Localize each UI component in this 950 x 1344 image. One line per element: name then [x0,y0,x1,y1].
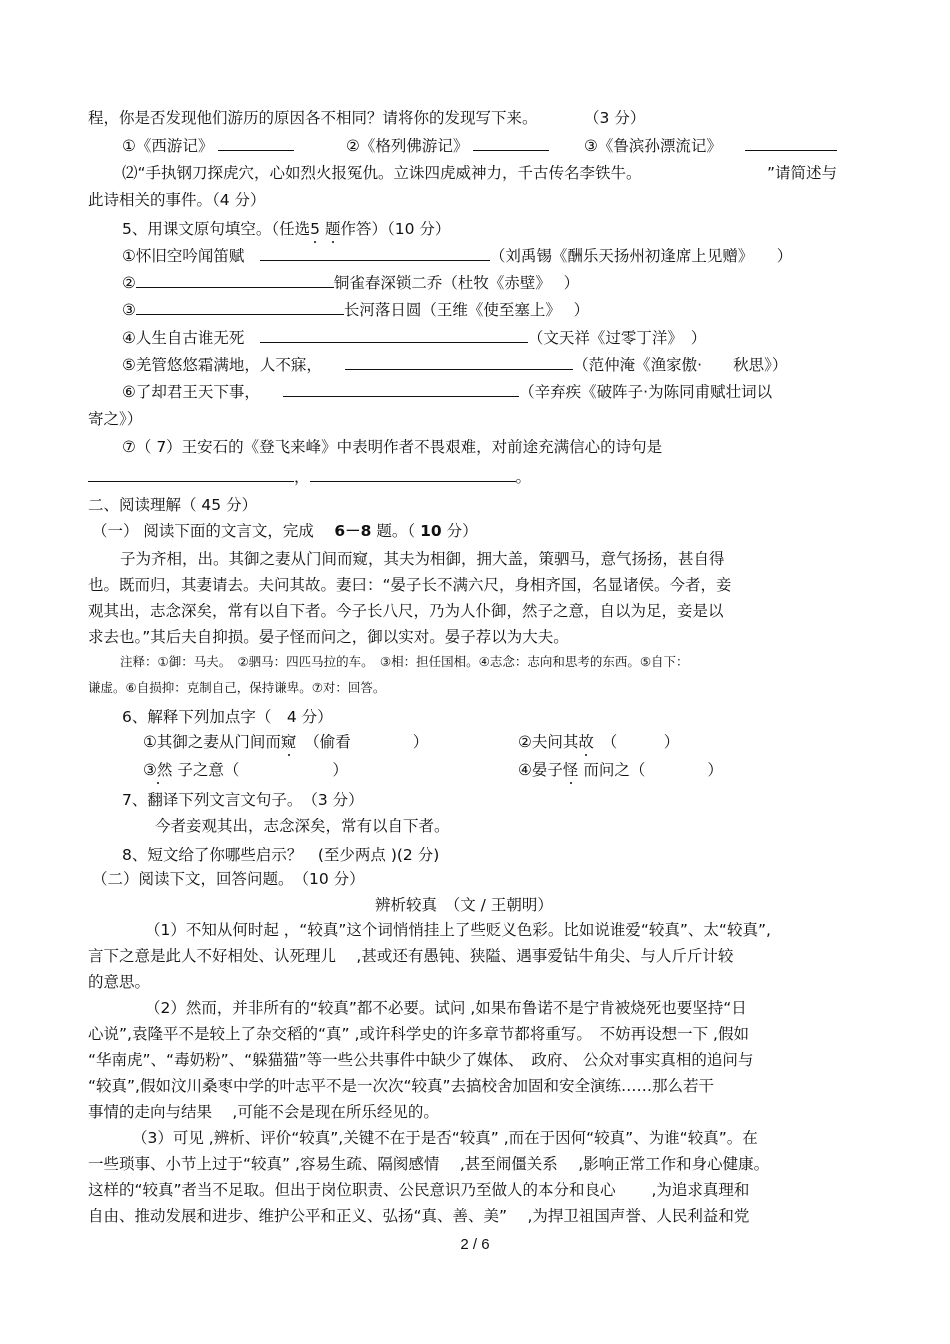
q6-item-1-answer[interactable]: （偷看 ） [311,733,429,751]
passage-line-4: 求去也。”其后夫自抑损。晏子怪而问之，御以实对。晏子荐以为大夫。 [88,628,569,646]
notes-line-1: 注释：①御：马夫。 ②驷马：四匹马拉的车。 ③相：担任国相。④志念：志向和思考的东西。⑤自下： [120,654,689,669]
q7-sentence: 今者妾观其出，志念深矣，常有以自下者。 [155,817,450,835]
part-1-title [92,521,478,541]
q4-book2-line [346,136,549,156]
p3-line-1: （3）可见 ,辨析、评价“较真”,关键不在于是否“较真” ,而在于因何“较真”、为谁“较真”。在 [132,1129,758,1147]
q5-item-5-text: ⑤羌管悠悠霜满地，人不寐， [122,356,315,374]
q6-item-4-pre: ④晏子 [518,761,563,779]
q4-poem-c: 此诗相关的事件。（4 分） [88,191,266,209]
q5-item-6-source: （辛弃疾《破阵子·为陈同甫赋壮词以 [519,383,773,401]
q5-item-3-num: ③ [122,301,136,319]
q5-item-1-close: ） [776,247,793,265]
q6-item-4 [518,760,723,780]
q4-poem-line-end [767,163,837,183]
q5-item-4-text: ④人生自古谁无死 [122,329,245,347]
q7-title: 7、翻译下列文言文句子。 （3 分） [122,791,364,809]
q5-title-dotted-5: 5 [310,220,320,238]
q5-item-2-num: ② [122,274,136,292]
q6-item-2 [518,732,679,752]
q4-intro-text: 程，你是否发现他们游历的原因各不相同？请将你的发现写下来。 [88,109,530,127]
section-2-title: 二、阅读理解（ 45 分） [88,496,258,514]
q6-item-1 [143,732,428,752]
q6-item-4-answer[interactable]: 而问之（ ） [583,761,723,779]
q4-intro-score: （3 分） [591,109,646,127]
q5-item-4-close: ） [690,329,707,347]
p2-line-2: 心说”,袁隆平不是较上了杂交稻的“真” ,或许科学史的许多章节都将重写。 不妨再设想一下 ,假如 [88,1025,749,1043]
book-1-blank[interactable] [218,136,294,151]
q5-item-7-comma: ， [294,468,310,486]
q5-item-5 [122,355,787,375]
q5-item-1 [122,246,792,266]
q6-item-3-answer[interactable]: 子之意（ ） [177,761,348,779]
p1-line-2: 言下之意是此人不好相处、认死理儿 ,甚或还有愚钝、狭隘、遇事爱钻牛角尖、与人斤斤计较 [88,947,734,965]
q5-item-7 [122,437,662,457]
p2-line-4: “较真”,假如汶川桑枣中学的叶志平不是一次次“较真”去搞校舍加固和安全演练……那么若干 [88,1077,715,1095]
part-1-title-score: 10 [420,522,442,540]
q5-item-5-source: （范仲淹《渔家傲· [573,356,703,374]
passage-line-3: 观其出，志念深矣，常有以自下者。今子长八尺，乃为人仆御，然子之意，自以为足，妾是以 [88,602,724,620]
q4-poem-line [122,163,642,183]
book-3-label: ③《鲁滨孙漂流记》 [584,137,715,155]
book-3-blank[interactable] [745,136,837,151]
q5-item-6-blank[interactable] [283,382,519,397]
q5-item-3-source: 长河落日圆（王维《使至塞上》 [343,301,554,319]
part-1-title-range: 6－8 [334,522,372,540]
q5-item-4 [122,328,706,348]
q5-title-d: 作答）（10 分） [340,220,451,238]
q5-title-dotted-ti: 题 [324,220,341,238]
q5-item-7-text: ⑦（ 7）王安石的《登飞来峰》中表明作者不畏艰难，对前途充满信心的诗句是 [122,438,663,456]
q5-item-2-source: 铜雀春深锁二乔（杜牧《赤壁》 [333,274,544,292]
q5-title [122,219,450,239]
q5-item-7-blank-1[interactable] [88,467,294,482]
q6-item-2-pre: ②夫问其 [518,733,579,751]
q4-poem-line-2 [88,190,266,210]
q5-item-6 [122,382,772,402]
q6-item-3-dotted-char: ③然 [143,761,173,779]
part-1-title-a: （一） 阅读下面的文言文，完成 [92,522,314,540]
book-1-label: ①《西游记》 [122,137,214,155]
q5-item-1-source: （刘禹锡《酬乐天扬州初逢席上见赠》 [489,247,746,265]
q5-item-5-blank[interactable] [345,355,573,370]
book-2-blank[interactable] [473,136,549,151]
q5-item-2 [122,273,579,293]
part-1-title-c: 题。（ [376,522,416,540]
q8-title: 8、短文给了你哪些启示？ (至少两点 )(2 分) [122,846,440,864]
q5-item-3-close: ） [573,301,590,319]
part-2-title: （二）阅读下文，回答问题。 （10 分） [92,870,365,888]
q4-intro-line [88,108,645,128]
q6-item-3 [143,760,348,780]
notes-line-2: 谦虚。⑥自损抑：克制自己，保持谦卑。⑦对：回答。 [88,680,386,695]
q5-item-5-close: 秋思》） [733,356,788,374]
q5-item-3-blank[interactable] [136,300,344,315]
q5-item-1-text: ①怀旧空吟闻笛赋 [122,247,245,265]
q6-item-2-answer[interactable]: （ ） [609,733,680,751]
q5-item-7-blanks [88,467,531,487]
page-number: 2 / 6 [460,1236,490,1253]
p2-line-5: 事情的走向与结果 ,可能不会是现在所乐经见的。 [88,1103,439,1121]
q6-item-1-pre: ①其御之妻从门间而 [143,733,281,751]
q5-item-6-text: ⑥了却君王天下事， [122,383,253,401]
p2-line-3: “华南虎”、“毒奶粉”、“躲猫猫”等一些公共事件中缺少了媒体、 政府、 公众对事实真相的追问与 [88,1051,754,1069]
passage-line-2: 也。既而归，其妻请去。夫问其故。妻曰：“晏子长不满六尺，身相齐国，名显诸侯。今者，妾 [88,576,732,594]
part-1-title-e: 分） [446,522,478,540]
q5-item-7-period: 。 [515,468,532,486]
q5-item-7-blank-2[interactable] [310,467,516,482]
q4-books-line [122,136,294,156]
p1-line-3: 的意思。 [88,973,151,991]
q5-item-4-blank[interactable] [260,328,528,343]
q5-item-6-close: 寄之》） [88,410,143,428]
p2-line-1: （2）然而，并非所有的“较真”都不必要。试问 ,如果布鲁诺不是宁肯被烧死也要坚持“日 [145,999,747,1017]
q6-title: 6、解释下列加点字（ 4 分） [122,708,333,726]
q5-item-3 [122,300,589,320]
p3-line-4: 自由、推动发展和进步、维护公平和正义、弘扬“真、善、美” ,为捍卫祖国声誉、人民利益和党 [88,1207,750,1225]
article-title: 辨析较真 （文 / 王朝明） [375,896,553,914]
q6-item-2-dotted-char: 故 [578,733,594,751]
q4-book3-line [584,136,837,156]
p3-line-3: 这样的“较真”者当不足取。但出于岗位职责、公民意识乃至做人的本分和良心 ,为追求真理和 [88,1181,750,1199]
p3-line-2: 一些琐事、小节上过于“较真” ,容易生疏、隔阂感情 ,甚至闹僵关系 ,影响正常工作和身心健康。 [88,1155,770,1173]
q5-title-a: 5、用课文原句填空。（任选 [122,220,311,238]
p1-line-1: （1）不知从何时起 ，“较真”这个词悄悄挂上了些贬义色彩。比如说谁爱“较真”、太“较真”, [145,921,771,939]
passage-line-1: 子为齐相，出。其御之妻从门间而窥，其夫为相御，拥大盖，策驷马，意气扬扬，甚自得 [120,550,725,568]
q6-item-1-dotted-char: 窥 [280,733,297,751]
book-2-label: ②《格列佛游记》 [346,137,469,155]
q6-item-4-dotted-char: 怪 [562,761,579,779]
q5-item-2-blank[interactable] [136,273,334,288]
q5-item-2-close: ） [563,274,580,292]
q5-item-6-cont [88,409,142,429]
q4-poem-b: ”请简述与 [767,164,838,182]
q5-item-4-source: （文天祥《过零丁洋》 [527,329,676,347]
q5-item-1-blank[interactable] [260,246,490,261]
q4-poem-a: ⑵“手执钢刀探虎穴，心如烈火报冤仇。立诛四虎威神力，千古传名李铁牛。 [122,164,642,182]
